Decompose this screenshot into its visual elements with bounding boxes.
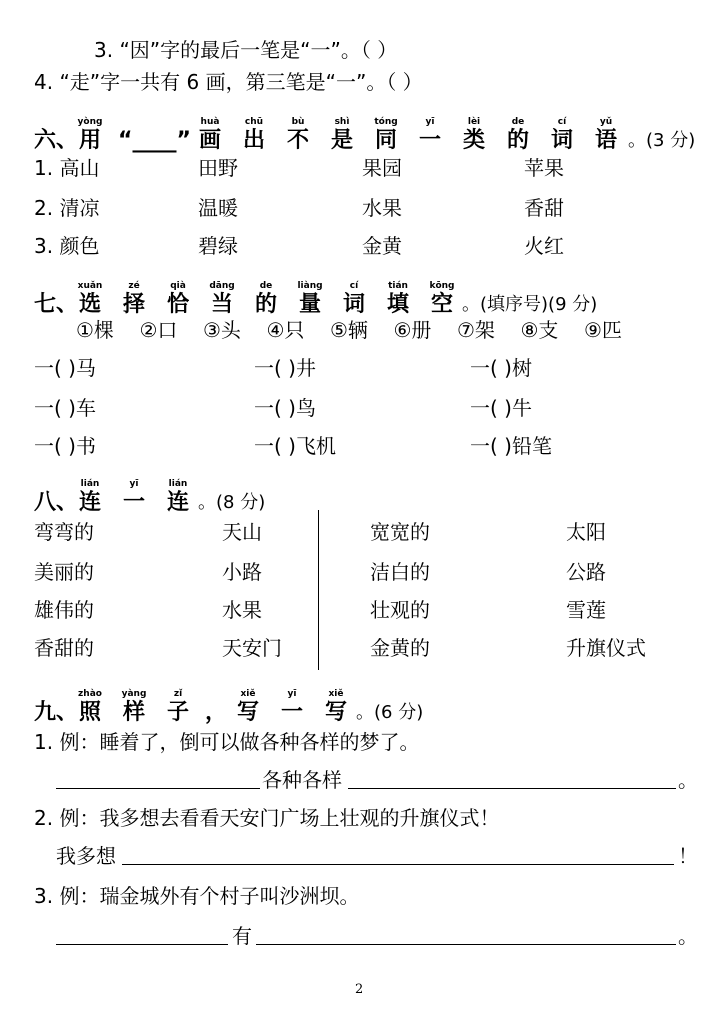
section6-char [76,116,104,154]
match-word: 公路 [566,560,606,584]
section9-pinyin: zǐ [173,689,183,699]
section7-hanzi: 的 [254,292,277,317]
answer-2-blank[interactable] [122,864,674,865]
section6-char [416,116,444,154]
section7-hanzi: 择 [122,292,145,317]
section6-hanzi: 同 [374,128,397,153]
fill-blank-item: 一( )车 [34,396,96,420]
section9-char [278,688,306,726]
section6-char [284,116,312,154]
section7-hanzi: 量 [298,292,321,317]
section8-pinyin: lián [168,479,188,489]
section7-hanzi: 填 [386,292,409,317]
section6-char [548,116,576,154]
section7-pinyin: de [259,281,273,291]
section8-hanzi: 连 [78,490,101,515]
fill-blank-item: 一( )马 [34,356,96,380]
section9-number: 九、 [34,700,79,725]
section7-char [76,280,104,318]
section6-pinyin: yī [425,117,435,127]
section7-char [164,280,192,318]
section6-pinyin: bù [291,117,305,127]
section8-pinyin: yī [129,479,139,489]
section7-number: 七、 [34,292,79,317]
section9-char [120,688,148,726]
section6-hanzi: 不 [286,128,309,153]
section9-pinyin: yàng [121,689,147,699]
section-6-word: 水果 [362,196,402,220]
match-word: 香甜的 [34,636,94,660]
measure-word-option: ⑦架 [457,318,495,342]
match-word: 升旗仪式 [566,636,646,660]
section-6-word: 碧绿 [198,234,238,258]
fill-blank-item: 一( )树 [470,356,532,380]
section9-char [76,688,104,726]
section8-char [76,478,104,516]
fill-blank-item: 一( )井 [254,356,316,380]
answer-3-end: 。 [678,924,698,948]
section9-hanzi: 样 [122,700,145,725]
section8-hanzi: 连 [166,490,189,515]
section6-pinyin: yǔ [599,117,613,127]
example-1: 1. 例：睡着了，倒可以做各种各样的梦了。 [34,730,420,754]
section6-hanzi: 是 [330,128,353,153]
section6-suffix: 。(3 分) [628,130,696,151]
question-4: 4. “走”字一共有 6 画，第三笔是“一”。（ ） [34,70,423,94]
section8-char [120,478,148,516]
section7-pinyin: kōng [429,281,455,291]
question-3: 3. “因”字的最后一笔是“一”。（ ） [94,38,398,62]
answer-2-end: ！ [678,844,698,868]
answer-1-blank-b[interactable] [348,788,676,789]
measure-word-option: ⑥册 [393,318,432,342]
section-6-word: 1. 高山 [34,156,100,180]
section-6-word: 2. 清凉 [34,196,100,220]
measure-word-option: ⑧支 [520,318,559,342]
section8-char [164,478,192,516]
section6-pinyin: chū [244,117,264,127]
section9-hanzi: 写 [236,700,259,725]
section6-pinyin: de [511,117,525,127]
section6-char [592,116,620,154]
section7-hanzi: 空 [430,292,453,317]
match-word: 美丽的 [34,560,94,584]
section6-hanzi: 语 [594,128,617,153]
answer-3-blank-b[interactable] [256,944,676,945]
section6-hanzi: “____” [118,128,191,153]
section6-pinyin: cí [557,117,567,127]
section-6-word: 温暖 [198,196,238,220]
answer-1-blank-a[interactable] [56,788,260,789]
section7-pinyin: dāng [209,281,235,291]
section8-hanzi: 一 [122,490,145,515]
section7-pinyin: liàng [297,281,323,291]
section6-hanzi: 类 [462,128,485,153]
section6-char [118,116,191,154]
section7-hanzi: 恰 [166,292,189,317]
section9-hanzi: 一 [280,700,303,725]
section9-pinyin [202,688,230,700]
section6-pinyin: tóng [374,117,398,127]
section-8-divider [318,510,319,670]
example-3: 3. 例：瑞金城外有个村子叫沙洲坝。 [34,884,360,908]
section6-pinyin [118,116,191,128]
section7-pinyin: xuǎn [77,281,103,291]
section7-char [384,280,412,318]
section6-char [196,116,224,154]
match-word: 壮观的 [370,598,430,622]
section7-pinyin: zé [128,281,140,291]
match-word: 弯弯的 [34,520,94,544]
section6-char [504,116,532,154]
answer-3-middle: 有 [232,924,252,948]
section6-pinyin: yòng [77,117,103,127]
section7-char [340,280,368,318]
example-2: 2. 例：我多想去看看天安门广场上壮观的升旗仪式！ [34,806,500,830]
measure-word-option: ④只 [266,318,305,342]
section9-pinyin: yī [287,689,297,699]
section-6-word: 3. 颜色 [34,234,100,258]
section-6-word: 金黄 [362,234,402,258]
fill-blank-item: 一( )书 [34,434,96,458]
measure-word-option: ⑨匹 [584,318,622,342]
fill-blank-item: 一( )铅笔 [470,434,552,458]
section7-hanzi: 词 [342,292,365,317]
section9-char [322,688,350,726]
section7-suffix: 。(填序号)(9 分) [462,294,598,315]
fill-blank-item: 一( )牛 [470,396,532,420]
match-word: 雄伟的 [34,598,94,622]
section-6-word: 火红 [524,234,564,258]
section9-suffix: 。(6 分) [356,702,424,723]
section6-pinyin: shì [334,117,350,127]
match-word: 太阳 [566,520,606,544]
section6-hanzi: 用 [78,128,101,153]
section-6-word: 苹果 [524,156,564,180]
section9-pinyin: xiě [240,689,256,699]
section-6-word: 香甜 [524,196,564,220]
page-number: 2 [355,982,364,997]
section9-pinyin: xiě [328,689,344,699]
section9-hanzi: 子 [166,700,189,725]
section8-pinyin: lián [80,479,100,489]
match-word: 天安门 [222,636,282,660]
answer-1-end: 。 [678,768,698,792]
section9-hanzi: 照 [78,700,101,725]
fill-blank-item: 一( )鸟 [254,396,316,420]
measure-word-option: ①棵 [76,318,114,342]
section8-suffix: 。(8 分) [198,492,266,513]
section6-number: 六、 [34,128,79,153]
section-6-word: 田野 [198,156,238,180]
match-word: 雪莲 [566,598,606,622]
match-word: 水果 [222,598,262,622]
match-word: 小路 [222,560,262,584]
match-word: 天山 [222,520,262,544]
section6-hanzi: 的 [506,128,529,153]
fill-blank-item: 一( )飞机 [254,434,336,458]
section6-char [460,116,488,154]
measure-word-option: ②口 [139,318,178,342]
section6-char [372,116,400,154]
section6-pinyin: lèi [467,117,481,127]
section7-char [252,280,280,318]
section-6-word: 果园 [362,156,402,180]
match-word: 金黄的 [370,636,430,660]
section6-hanzi: 词 [550,128,573,153]
section6-hanzi: 一 [418,128,441,153]
match-word: 洁白的 [370,560,430,584]
section7-char [208,280,236,318]
section6-char [240,116,268,154]
measure-word-option: ③头 [203,318,241,342]
section7-char [296,280,324,318]
section7-hanzi: 选 [78,292,101,317]
section7-pinyin: qià [170,281,186,291]
section7-hanzi: 当 [210,292,233,317]
match-word: 宽宽的 [370,520,430,544]
section7-pinyin: cí [349,281,359,291]
section9-hanzi: 写 [324,700,347,725]
section6-pinyin: huà [200,117,220,127]
section6-hanzi: 画 [198,128,221,153]
section9-char [164,688,192,726]
section9-pinyin: zhào [78,689,102,699]
section7-pinyin: tián [388,281,408,291]
section8-number: 八、 [34,490,79,515]
section9-hanzi: ， [204,700,227,725]
answer-2-start: 我多想 [56,844,116,868]
answer-3-blank-a[interactable] [56,944,228,945]
answer-1-middle: 各种各样 [262,768,342,792]
section9-char [234,688,262,726]
section9-char [202,688,230,726]
section7-char [120,280,148,318]
measure-word-option: ⑤辆 [330,318,368,342]
section6-char [328,116,356,154]
section6-hanzi: 出 [242,128,265,153]
section7-char [428,280,456,318]
